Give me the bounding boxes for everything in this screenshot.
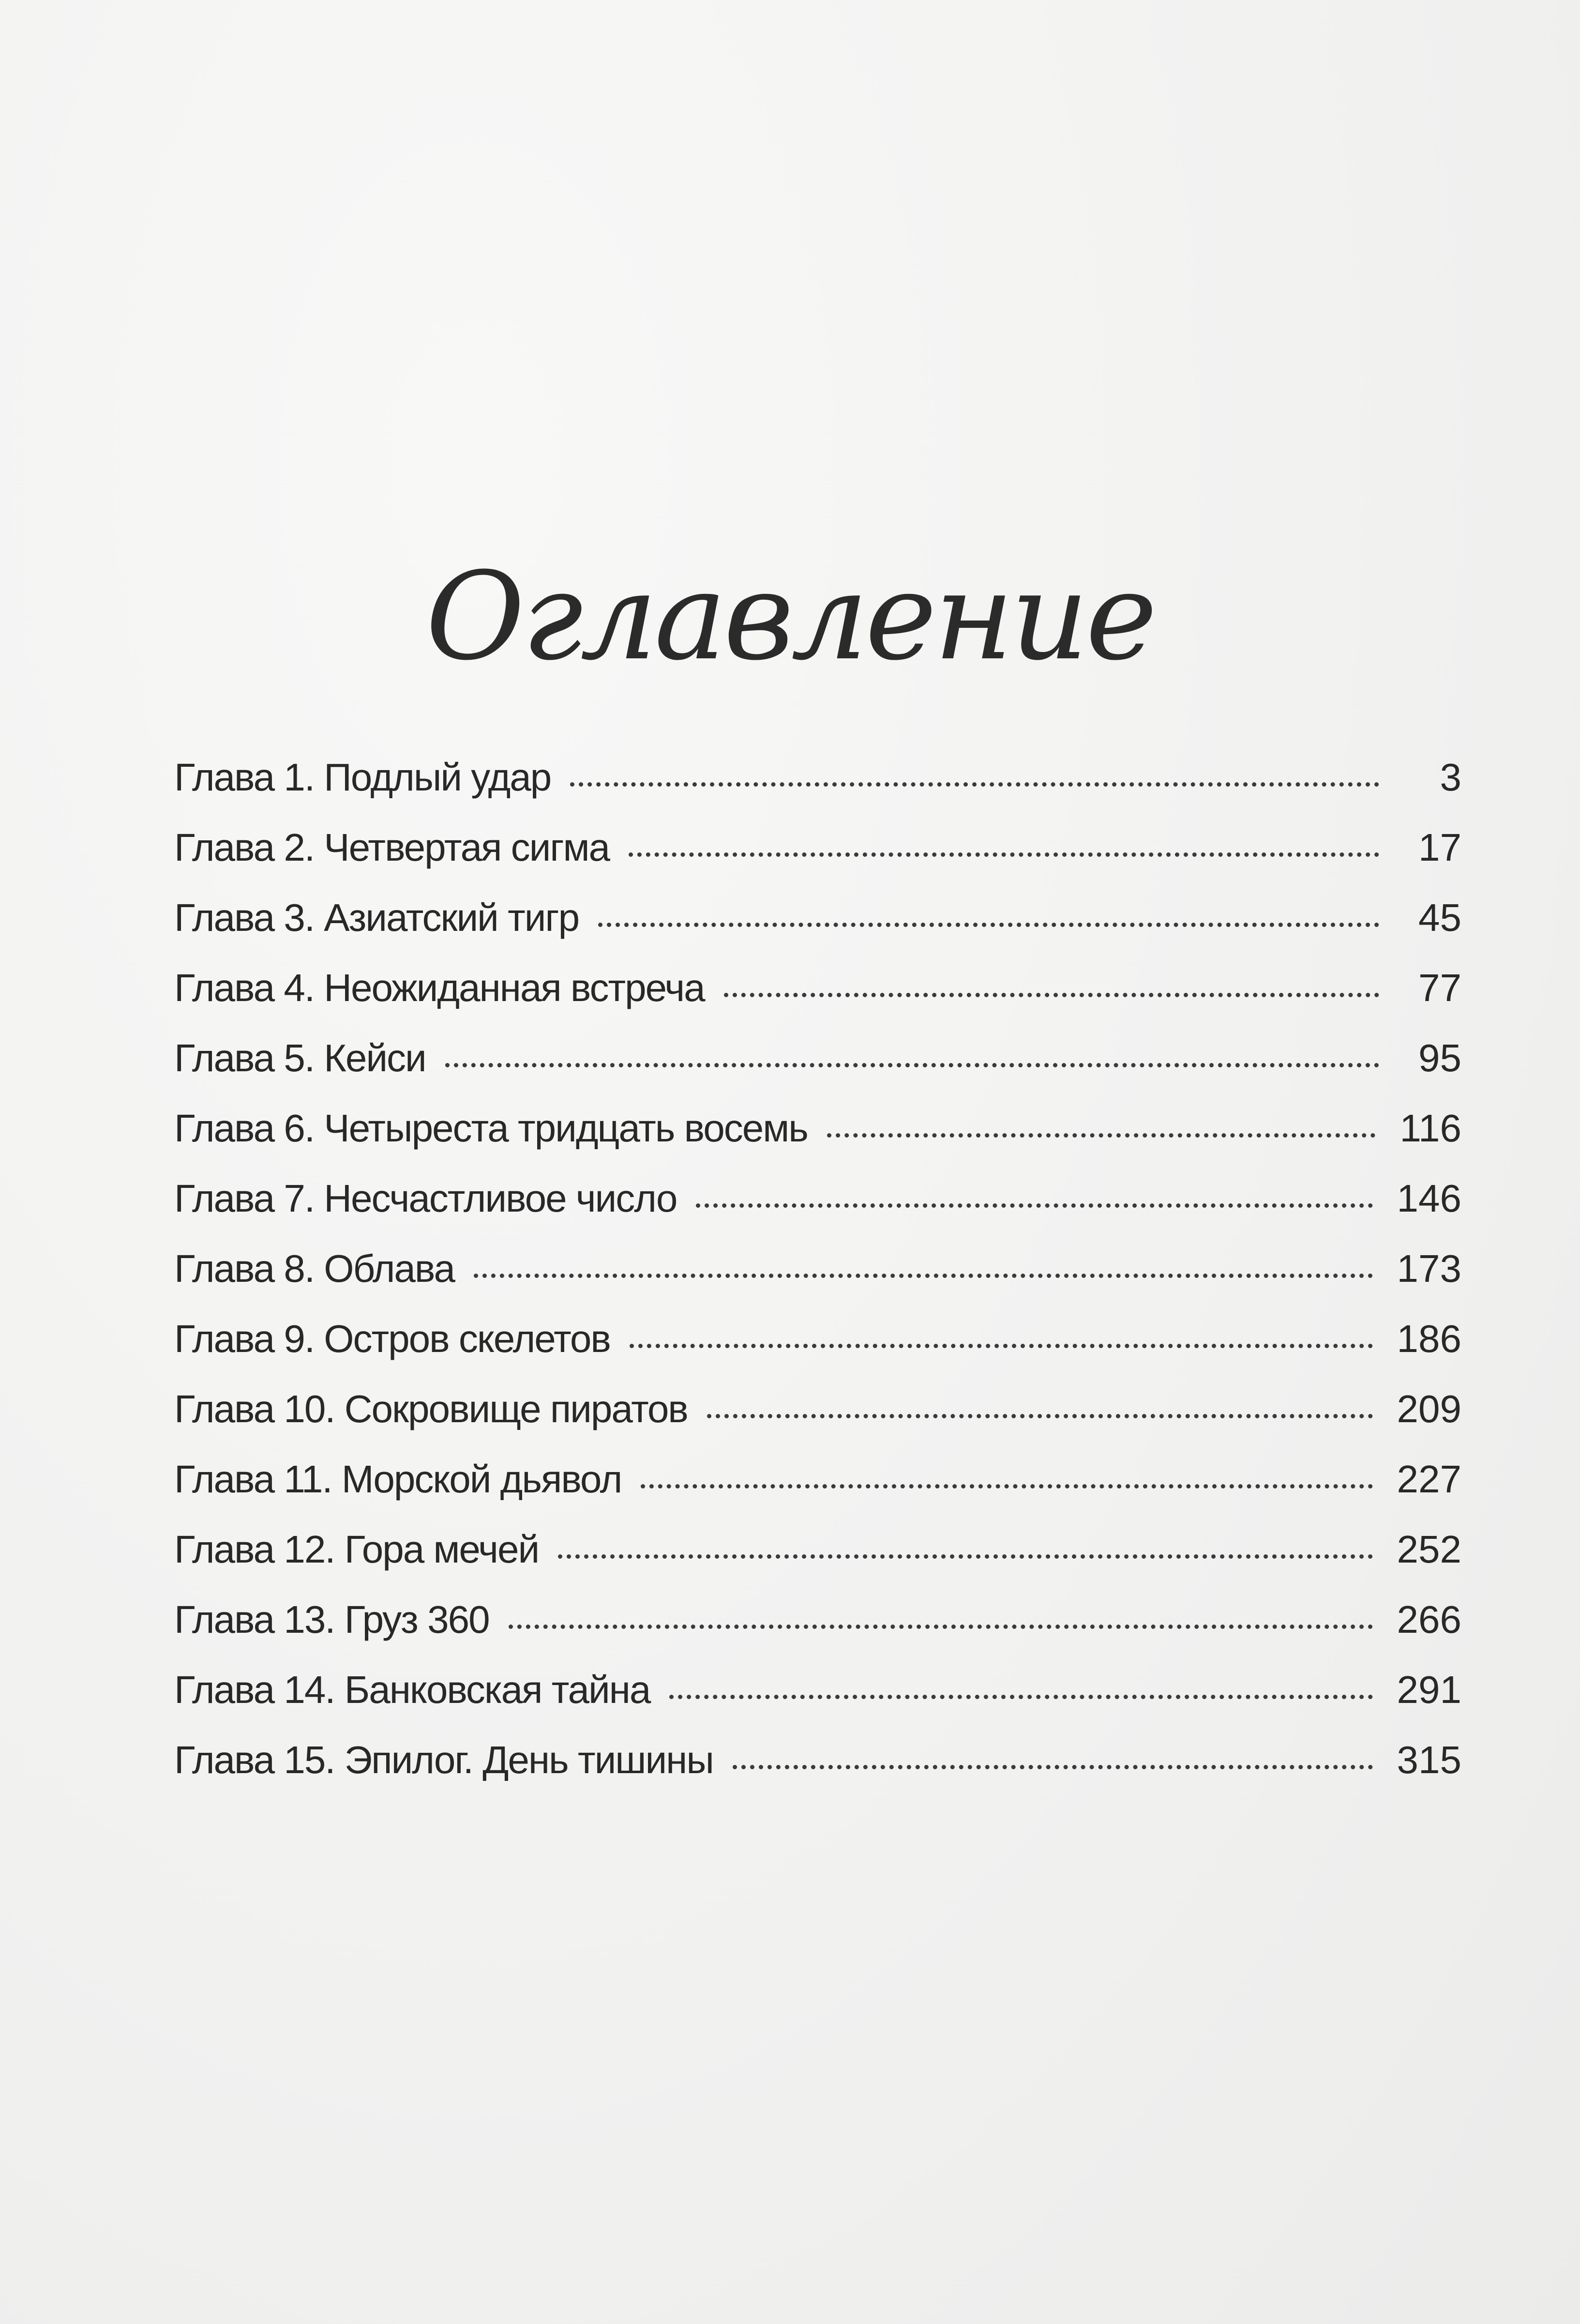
toc-entry xyxy=(174,1738,1461,1808)
page-number: 315 xyxy=(1397,1738,1461,1781)
chapter-title: Глава 7. Несчастливое число xyxy=(174,1177,677,1220)
toc-entry xyxy=(174,755,1461,825)
toc-entry xyxy=(174,1106,1461,1176)
page-number: 209 xyxy=(1397,1387,1461,1430)
dot-leader xyxy=(630,1344,1373,1348)
page-title: Оглавление xyxy=(425,546,1155,687)
chapter-title: Глава 5. Кейси xyxy=(174,1036,426,1079)
page-number: 17 xyxy=(1418,826,1461,869)
dot-leader xyxy=(696,1203,1372,1208)
dot-leader xyxy=(445,1063,1379,1067)
page-number: 291 xyxy=(1397,1668,1461,1711)
page-number: 45 xyxy=(1418,896,1461,939)
chapter-title: Глава 3. Азиатский тигр xyxy=(174,896,579,939)
dot-leader xyxy=(570,782,1379,787)
dot-leader xyxy=(724,993,1379,997)
dot-leader xyxy=(669,1695,1372,1699)
page-number: 3 xyxy=(1440,756,1461,799)
chapter-title: Глава 13. Груз 360 xyxy=(174,1598,489,1641)
chapter-title: Глава 15. Эпилог. День тишины xyxy=(174,1738,713,1781)
page-number: 77 xyxy=(1418,966,1461,1009)
toc-entry xyxy=(174,1176,1461,1246)
page-number: 186 xyxy=(1397,1317,1461,1360)
dot-leader xyxy=(641,1484,1372,1489)
chapter-title: Глава 9. Остров скелетов xyxy=(174,1317,610,1360)
toc-entry xyxy=(174,1246,1461,1317)
page-number: 116 xyxy=(1399,1107,1461,1150)
chapter-title: Глава 2. Четвертая сигма xyxy=(174,826,610,869)
chapter-title: Глава 1. Подлый удар xyxy=(174,756,551,799)
toc-entry xyxy=(174,896,1461,966)
toc-entry xyxy=(174,1317,1461,1387)
page-number: 146 xyxy=(1397,1177,1461,1220)
page-number: 227 xyxy=(1397,1458,1461,1501)
dot-leader xyxy=(598,923,1379,927)
chapter-title: Глава 4. Неожиданная встреча xyxy=(174,966,705,1009)
dot-leader xyxy=(509,1625,1373,1629)
chapter-title: Глава 10. Сокровище пиратов xyxy=(174,1387,688,1430)
toc-entry xyxy=(174,966,1461,1036)
page-number: 173 xyxy=(1397,1247,1461,1290)
dot-leader xyxy=(733,1765,1373,1769)
toc-entry xyxy=(174,1457,1461,1527)
chapter-title: Глава 8. Облава xyxy=(174,1247,454,1290)
page-number: 252 xyxy=(1397,1528,1461,1571)
page-number: 266 xyxy=(1397,1598,1461,1641)
dot-leader xyxy=(474,1274,1373,1278)
dot-leader xyxy=(827,1133,1376,1138)
toc-entry xyxy=(174,1036,1461,1106)
dot-leader xyxy=(558,1554,1372,1559)
chapter-title: Глава 14. Банковская тайна xyxy=(174,1668,650,1711)
dot-leader xyxy=(629,852,1379,857)
chapter-title: Глава 11. Морской дьявол xyxy=(174,1458,622,1501)
chapter-title: Глава 6. Четыреста тридцать восемь xyxy=(174,1107,808,1150)
table-of-contents xyxy=(174,755,1461,1808)
toc-entry xyxy=(174,1668,1461,1738)
toc-entry xyxy=(174,1527,1461,1597)
toc-entry xyxy=(174,1597,1461,1668)
toc-entry xyxy=(174,825,1461,896)
toc-entry xyxy=(174,1387,1461,1457)
dot-leader xyxy=(707,1414,1373,1418)
chapter-title: Глава 12. Гора мечей xyxy=(174,1528,539,1571)
page-number: 95 xyxy=(1418,1036,1461,1079)
